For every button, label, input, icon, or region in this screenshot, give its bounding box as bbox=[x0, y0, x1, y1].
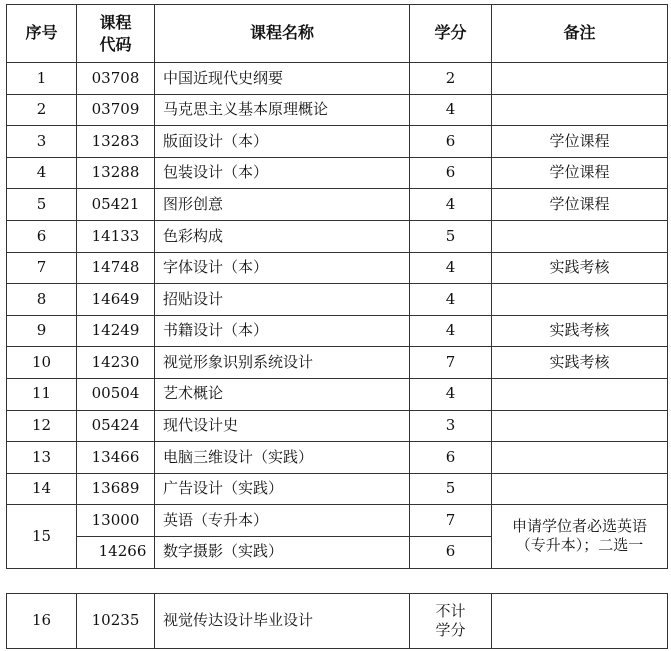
cell-no: 11 bbox=[7, 378, 77, 410]
cell-no: 10 bbox=[7, 347, 77, 379]
cell-note: 学位课程 bbox=[492, 157, 668, 189]
header-code-text: 课程代码 bbox=[99, 12, 132, 54]
cell-name: 招贴设计 bbox=[155, 284, 410, 316]
cell-code: 13288 bbox=[77, 157, 155, 189]
cell-no: 12 bbox=[7, 410, 77, 442]
cell-no: 8 bbox=[7, 284, 77, 316]
cell-note bbox=[492, 442, 668, 474]
cell-credit: 4 bbox=[410, 94, 492, 126]
cell-credit: 6 bbox=[410, 126, 492, 158]
cell-note bbox=[492, 63, 668, 95]
credit-line-1: 不计 bbox=[435, 601, 466, 620]
cell-code: 14249 bbox=[77, 315, 155, 347]
table-row-15a bbox=[7, 505, 668, 537]
cell-name: 广告设计（实践） bbox=[155, 473, 410, 505]
cell-credit: 3 bbox=[410, 410, 492, 442]
cell-name: 马克思主义基本原理概论 bbox=[155, 94, 410, 126]
cell-note: 学位课程 bbox=[492, 126, 668, 158]
cell-no: 15 bbox=[7, 505, 77, 568]
cell-name: 色彩构成 bbox=[155, 220, 410, 252]
cell-credit: 5 bbox=[410, 220, 492, 252]
cell-note bbox=[492, 284, 668, 316]
cell-credit: 5 bbox=[410, 473, 492, 505]
table-row bbox=[7, 347, 668, 379]
cell-code: 14230 bbox=[77, 347, 155, 379]
table-row-16 bbox=[7, 594, 668, 649]
cell-name: 版面设计（本） bbox=[155, 126, 410, 158]
cell-no: 14 bbox=[7, 473, 77, 505]
cell-credit: 6 bbox=[410, 157, 492, 189]
table-row bbox=[7, 126, 668, 158]
cell-no: 13 bbox=[7, 442, 77, 474]
cell-name: 包装设计（本） bbox=[155, 157, 410, 189]
cell-no: 16 bbox=[7, 594, 77, 649]
header-no: 序号 bbox=[7, 5, 77, 63]
cell-note bbox=[492, 94, 668, 126]
cell-name: 艺术概论 bbox=[155, 378, 410, 410]
cell-note: 实践考核 bbox=[492, 315, 668, 347]
table-row bbox=[7, 315, 668, 347]
cell-code: 14649 bbox=[77, 284, 155, 316]
table-row bbox=[7, 473, 668, 505]
cell-code: 05424 bbox=[77, 410, 155, 442]
cell-note bbox=[492, 505, 668, 568]
cell-name: 中国近现代史纲要 bbox=[155, 63, 410, 95]
cell-note bbox=[492, 378, 668, 410]
table-row bbox=[7, 442, 668, 474]
cell-no: 5 bbox=[7, 189, 77, 221]
cell-no: 6 bbox=[7, 220, 77, 252]
cell-name: 电脑三维设计（实践） bbox=[155, 442, 410, 474]
cell-code: 13000 bbox=[77, 505, 155, 537]
cell-credit: 7 bbox=[410, 347, 492, 379]
cell-credit: 4 bbox=[410, 315, 492, 347]
course-table bbox=[6, 4, 668, 569]
header-name: 课程名称 bbox=[155, 5, 410, 63]
table-row bbox=[7, 189, 668, 221]
table-header-row bbox=[7, 5, 668, 63]
cell-name: 视觉传达设计毕业设计 bbox=[155, 594, 410, 649]
cell-code: 05421 bbox=[77, 189, 155, 221]
cell-credit: 4 bbox=[410, 378, 492, 410]
header-note: 备注 bbox=[492, 5, 668, 63]
cell-credit: 4 bbox=[410, 252, 492, 284]
table-row bbox=[7, 410, 668, 442]
cell-credit: 4 bbox=[410, 284, 492, 316]
cell-no: 1 bbox=[7, 63, 77, 95]
cell-code: 13689 bbox=[77, 473, 155, 505]
graduation-table bbox=[6, 593, 668, 649]
cell-credit: 4 bbox=[410, 189, 492, 221]
table-row bbox=[7, 157, 668, 189]
cell-no: 2 bbox=[7, 94, 77, 126]
cell-code: 14748 bbox=[77, 252, 155, 284]
cell-code: 10235 bbox=[77, 594, 155, 649]
table-body bbox=[7, 63, 668, 505]
cell-code: 14266 bbox=[77, 536, 155, 568]
cell-note bbox=[492, 410, 668, 442]
cell-no: 3 bbox=[7, 126, 77, 158]
table-row bbox=[7, 63, 668, 95]
cell-code: 03708 bbox=[77, 63, 155, 95]
table-row bbox=[7, 94, 668, 126]
table-row bbox=[7, 284, 668, 316]
cell-note: 学位课程 bbox=[492, 189, 668, 221]
cell-code: 14133 bbox=[77, 220, 155, 252]
cell-code: 00504 bbox=[77, 378, 155, 410]
cell-note bbox=[492, 473, 668, 505]
cell-credit: 6 bbox=[410, 442, 492, 474]
cell-name: 字体设计（本） bbox=[155, 252, 410, 284]
cell-no: 4 bbox=[7, 157, 77, 189]
cell-note: 实践考核 bbox=[492, 347, 668, 379]
note-line-1: 申请学位者必选英语 bbox=[511, 516, 647, 535]
cell-credit: 2 bbox=[410, 63, 492, 95]
cell-note: 实践考核 bbox=[492, 252, 668, 284]
cell-code: 03709 bbox=[77, 94, 155, 126]
cell-credit: 7 bbox=[410, 505, 492, 537]
cell-no: 9 bbox=[7, 315, 77, 347]
cell-no: 7 bbox=[7, 252, 77, 284]
cell-name: 数字摄影（实践） bbox=[155, 536, 410, 568]
cell-code: 13466 bbox=[77, 442, 155, 474]
cell-name: 书籍设计（本） bbox=[155, 315, 410, 347]
cell-code: 13283 bbox=[77, 126, 155, 158]
header-credit: 学分 bbox=[410, 5, 492, 63]
cell-note bbox=[492, 594, 668, 649]
table-row bbox=[7, 378, 668, 410]
table-row bbox=[7, 252, 668, 284]
cell-credit bbox=[410, 594, 492, 649]
cell-name: 图形创意 bbox=[155, 189, 410, 221]
table-row bbox=[7, 220, 668, 252]
credit-line-2: 学分 bbox=[435, 621, 466, 639]
cell-note bbox=[492, 220, 668, 252]
cell-name: 视觉形象识别系统设计 bbox=[155, 347, 410, 379]
header-code bbox=[77, 5, 155, 63]
cell-credit: 6 bbox=[410, 536, 492, 568]
cell-name: 现代设计史 bbox=[155, 410, 410, 442]
note-line-2: （专升本）；二选一 bbox=[515, 536, 644, 555]
cell-name: 英语（专升本） bbox=[155, 505, 410, 537]
